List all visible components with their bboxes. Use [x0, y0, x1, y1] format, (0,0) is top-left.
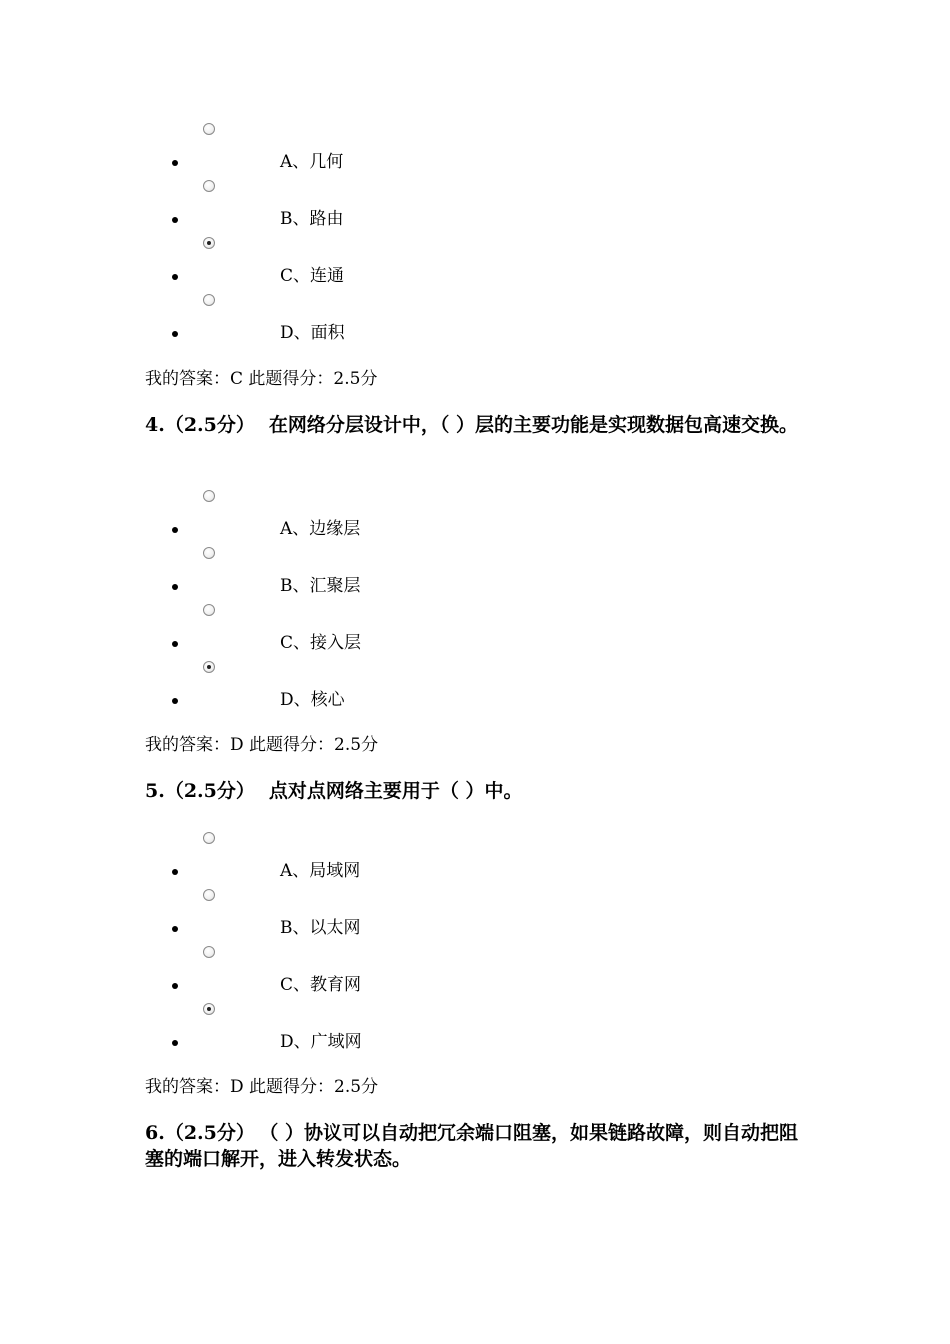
- option-d-label: D、核心: [280, 690, 345, 710]
- option-b-label: B、路由: [280, 209, 344, 229]
- option-a-label: A、边缘层: [280, 519, 361, 539]
- radio-option-a[interactable]: [203, 123, 215, 135]
- bullet-icon: [172, 869, 178, 875]
- bullet-icon: [172, 1040, 178, 1046]
- bullet-icon: [172, 698, 178, 704]
- bullet-icon: [172, 926, 178, 932]
- option-c-label: C、接入层: [280, 633, 362, 653]
- bullet-icon: [172, 160, 178, 166]
- question-6: [145, 1120, 815, 1172]
- my-answer-q4: 我的答案：D 此题得分：2.5分: [145, 735, 379, 755]
- bullet-icon: [172, 983, 178, 989]
- question-text: 在网络分层设计中，（ ）层的主要功能是实现数据包高速交换。: [268, 414, 799, 436]
- question-4: [145, 412, 815, 438]
- bullet-icon: [172, 217, 178, 223]
- radio-option-c[interactable]: [203, 604, 215, 616]
- option-d-label: D、面积: [280, 323, 345, 343]
- radio-option-d[interactable]: [203, 661, 215, 673]
- radio-option-b[interactable]: [203, 180, 215, 192]
- radio-option-c[interactable]: [203, 237, 215, 249]
- option-a-label: A、局域网: [280, 861, 361, 881]
- bullet-icon: [172, 641, 178, 647]
- question-text: （ ）协议可以自动把冗余端口阻塞，如果链路故障，则自动把阻塞的端口解开，进入转发状态。: [145, 1122, 799, 1170]
- option-c-label: C、连通: [280, 266, 345, 286]
- question-number: 6.（2.5分）: [145, 1122, 255, 1144]
- option-b-label: B、汇聚层: [280, 576, 361, 596]
- my-answer-q5: 我的答案：D 此题得分：2.5分: [145, 1077, 379, 1097]
- radio-option-b[interactable]: [203, 547, 215, 559]
- bullet-icon: [172, 274, 178, 280]
- bullet-icon: [172, 331, 178, 337]
- option-a-label: A、几何: [280, 152, 344, 172]
- radio-option-a[interactable]: [203, 490, 215, 502]
- bullet-icon: [172, 584, 178, 590]
- radio-option-c[interactable]: [203, 946, 215, 958]
- radio-option-a[interactable]: [203, 832, 215, 844]
- question-number: 4.（2.5分）: [145, 414, 255, 436]
- option-b-label: B、以太网: [280, 918, 361, 938]
- radio-option-d[interactable]: [203, 294, 215, 306]
- question-5: [145, 778, 815, 804]
- option-d-label: D、广域网: [280, 1032, 362, 1052]
- my-answer-q3: 我的答案：C 此题得分：2.5分: [145, 369, 378, 389]
- bullet-icon: [172, 527, 178, 533]
- question-text: 点对点网络主要用于（ ）中。: [268, 780, 523, 802]
- radio-option-d[interactable]: [203, 1003, 215, 1015]
- option-c-label: C、教育网: [280, 975, 362, 995]
- radio-option-b[interactable]: [203, 889, 215, 901]
- question-number: 5.（2.5分）: [145, 780, 255, 802]
